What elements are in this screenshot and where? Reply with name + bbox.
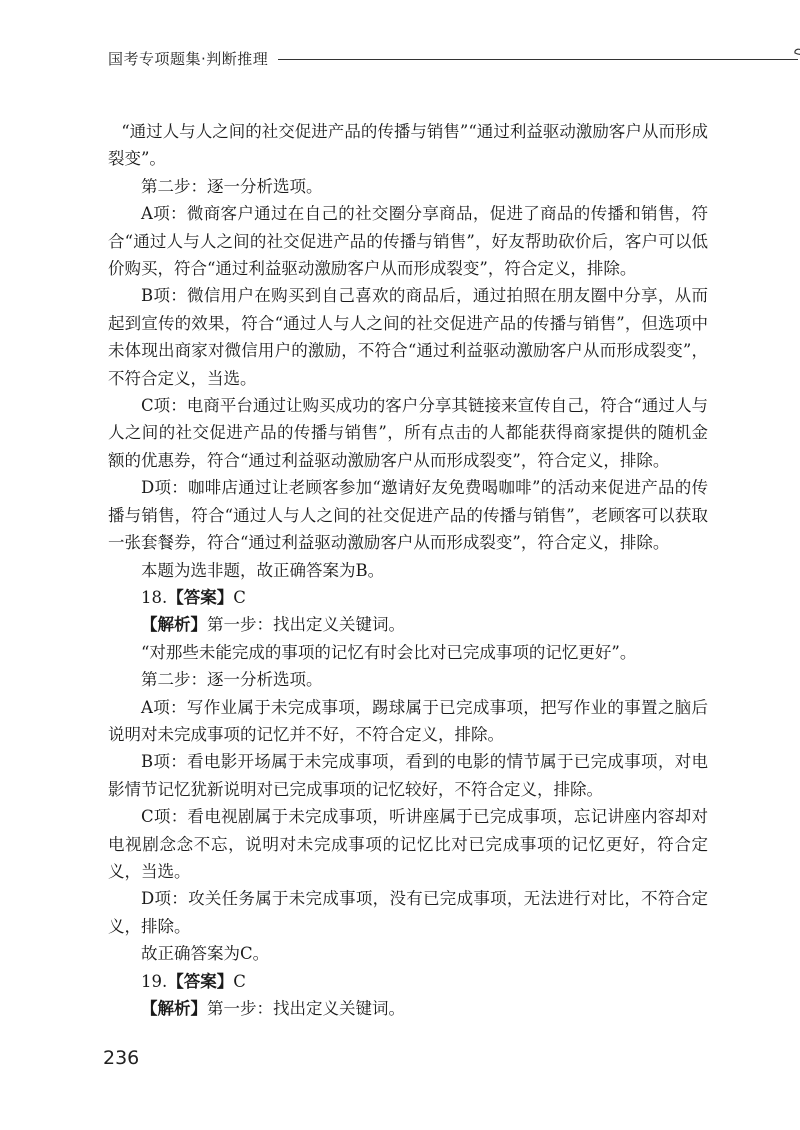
page-body <box>108 118 708 1022</box>
q18-number: 18. <box>141 587 168 607</box>
q18-option-c: C项：看电视剧属于未完成事项，听讲座属于已完成事项，忘记讲座内容却对电视剧念念不忘，说明对未完成事项的记忆比对已完成事项的记忆更好，符合定义，当选。 <box>108 807 708 881</box>
option-c-paragraph: C项：电商平台通过让购买成功的客户分享其链接来宣传自己，符合“通过人与人之间的社交促进产品的传播与销售”，所有点击的人都能获得商家提供的随机金额的优惠券，符合“通过利益驱动激励客户从而形成裂变”，符合定义，排除。 <box>108 396 708 470</box>
q18-conclusion: 故正确答案为C。 <box>141 944 270 964</box>
running-header-title: 国考专项题集·判断推理 <box>108 50 269 68</box>
q19-answer-line <box>108 968 708 995</box>
q19-answer-value: C <box>233 971 246 991</box>
q18-answer-label: 【答案】 <box>167 587 234 607</box>
q18-option-a: A项：写作业属于未完成事项，踢球属于已完成事项，把写作业的事置之脑后说明对未完成事项的记忆并不好，不符合定义，排除。 <box>108 697 708 744</box>
q18-option-d: D项：攻关任务属于未完成事项，没有已完成事项，无法进行对比，不符合定义，排除。 <box>108 889 708 936</box>
q19-answer-label: 【答案】 <box>167 971 234 991</box>
q19-number: 19. <box>141 971 168 991</box>
q19-analysis-line <box>108 995 708 1022</box>
option-a-paragraph: A项：微商客户通过在自己的社交圈分享商品，促进了商品的传播和销售，符合“通过人与人之间的社交促进产品的传播与销售”，好友帮助砍价后，客户可以低价购买，符合“通过利益驱动激励客户从而形成裂变”，符合定义，排除。 <box>108 204 708 279</box>
option-d-paragraph: D项：咖啡店通过让老顾客参加“邀请好友免费喝咖啡”的活动来促进产品的传播与销售，符合“通过人与人之间的社交促进产品的传播与销售”，老顾客可以获取一张套餐券，符合“通过利益驱动激励客户从而形成裂变”，符合定义，排除。 <box>108 478 708 553</box>
q18-option-b: B项：看电影开场属于未完成事项，看到的电影的情节属于已完成事项，对电影情节记忆犹新说明对已完成事项的记忆较好，不符合定义，排除。 <box>108 752 708 799</box>
q19-analysis-label: 【解析】 <box>141 999 207 1018</box>
q18-analysis-label: 【解析】 <box>141 615 207 635</box>
header-rule <box>278 59 798 60</box>
q18-answer-value: C <box>233 587 246 607</box>
page-number: 236 <box>103 1047 140 1069</box>
q18-answer-line <box>108 584 708 611</box>
q18-step-one: 第一步：找出定义关键词。 <box>207 615 405 635</box>
answer-conclusion: 本题为选非题，故正确答案为B。 <box>141 560 385 580</box>
q19-step-one: 第一步：找出定义关键词。 <box>207 999 405 1018</box>
q18-step-two: 第二步：逐一分析选项。 <box>141 670 323 690</box>
q18-analysis-line <box>108 611 708 638</box>
running-header <box>108 44 718 74</box>
keyword-paragraph: “通过人与人之间的社交促进产品的传播与销售”“通过利益驱动激励客户从而形成裂变”。 <box>108 122 708 169</box>
sprout-icon <box>792 44 800 68</box>
step-two-heading: 第二步：逐一分析选项。 <box>141 176 323 196</box>
q18-keywords: “对那些未能完成的事项的记忆有时会比对已完成事项的记忆更好”。 <box>141 642 637 662</box>
option-b-paragraph: B项：微信用户在购买到自己喜欢的商品后，通过拍照在朋友圈中分享，从而起到宣传的效果，符合“通过人与人之间的社交促进产品的传播与销售”，但选项中未体现出商家对微信用户的激励，不符合“通过利益驱动激励客户从而形成裂变”，不符合定义，当选。 <box>108 286 708 388</box>
